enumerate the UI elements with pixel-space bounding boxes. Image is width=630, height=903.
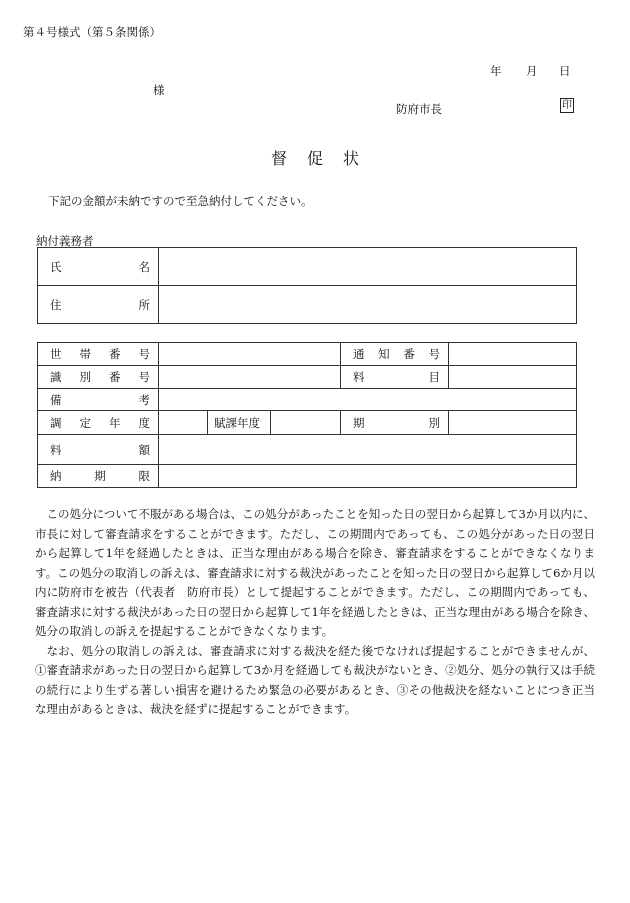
period-cell [449,411,577,435]
notice-paragraph: この処分について不服がある場合は、この処分があったことを知った日の翌日から起算して3か月以内に、市長に対して審査請求をすることができます。ただし、この期間内であっても、この処分があった日の翌日から起算して1年を経過したときは、正当な理由がある場合を除き、審査請求をすることができなくなります。この処分の取消しの訴えは、審査請求に対する裁決があったことを知った日の翌日から起算して6か月以内に防府市を被告（代表者 防府市長）として提起することができます。ただし、この期間内であっても、審査請求に対する裁決があった日の翌日から起算して1年を経過したときは、正当な理由がある場合を除き、処分の取消しの訴えを提起することができなくなります。 [35,507,595,638]
remarks-cell [159,389,577,411]
issuer-name: 防府市長 [396,102,442,116]
assessment-year-label [38,411,159,435]
document-title: 督促状 [270,149,379,168]
label-char: 調 [50,415,62,430]
addressee-suffix: 様 [153,83,165,97]
label-char: 氏 [50,259,62,274]
address-label [38,286,159,324]
details-row-years [38,411,577,435]
label-char: 期 [353,415,365,430]
label-char: 識 [50,370,62,384]
due-date-cell [159,465,577,488]
label-char: 度 [138,415,150,430]
label-char: 番 [403,347,415,361]
household-number-cell [159,343,341,366]
label-char: 知 [378,347,390,361]
label-char: 額 [138,442,150,457]
label-char: 限 [138,469,150,483]
date-day-label: 日 [559,64,571,78]
issue-date [490,63,571,79]
label-char: 名 [138,259,150,274]
label-char: 目 [428,370,441,384]
label-char: 料 [353,370,365,384]
name-value-cell [159,248,577,286]
label-char: 世 [50,347,62,361]
label-char: 納 [50,469,62,483]
label-char: 期 [94,469,106,483]
taxpayer-heading: 納付義務者 [36,234,94,248]
fee-amount-cell [159,435,577,465]
label-char: 号 [428,347,440,361]
appeal-notice [35,505,595,720]
label-char: 料 [50,442,62,457]
date-year-label: 年 [490,64,502,78]
fee-amount-label [38,435,159,465]
seal-mark: 印 [562,100,572,111]
details-row-remarks [38,389,577,411]
form-number: 第４号様式（第５条関係） [23,25,161,39]
household-number-label [38,343,159,366]
intro-text: 下記の金額が未納ですので至急納付してください。 [48,194,313,208]
label-char: 住 [50,297,62,312]
label-char: 通 [353,347,365,361]
notice-number-cell [449,343,577,366]
notice-paragraph: なお、処分の取消しの訴えは、審査請求に対する裁決を経た後でなければ提起することができませんが、①審査請求があった日の翌日から起算して3か月を経過しても裁決がないとき、②処分、処分の執行又は手続の続行により生ずる著しい損害を避けるため緊急の必要があるとき、③その他裁決を経ないことにつき正当な理由があるときは、裁決を経ずに提起することができます。 [35,643,595,716]
taxpayer-name-row [38,248,577,286]
account-item-cell [449,366,577,389]
remarks-label [38,389,159,411]
address-value-cell [159,286,577,324]
notice-number-label [341,343,449,366]
period-label [341,411,449,435]
details-row-fee [38,435,577,465]
account-item-label [341,366,449,389]
label-char: 所 [138,297,150,312]
label-char: 定 [79,415,91,430]
label-char: 番 [109,347,121,361]
taxpayer-table [37,247,577,324]
label-char: 考 [138,392,150,407]
identification-number-label [38,366,159,389]
assessment-year-cell [159,411,208,435]
label-char: 番 [109,370,121,384]
label-char: 帯 [79,347,91,361]
date-month-label: 月 [526,64,538,78]
taxpayer-address-row [38,286,577,324]
label-char: 号 [138,347,150,361]
label-char: 号 [138,370,150,384]
details-row-due [38,465,577,488]
levy-year-label: 賦課年度 [208,411,271,435]
identification-number-cell [159,366,341,389]
label-char: 別 [79,370,91,384]
label-char: 別 [428,415,441,430]
due-date-label [38,465,159,488]
label-char: 年 [109,415,121,430]
details-table [37,342,577,488]
label-char: 備 [50,392,62,407]
details-row-household [38,343,577,366]
details-row-identification [38,366,577,389]
levy-year-cell [271,411,341,435]
name-label [38,248,159,286]
